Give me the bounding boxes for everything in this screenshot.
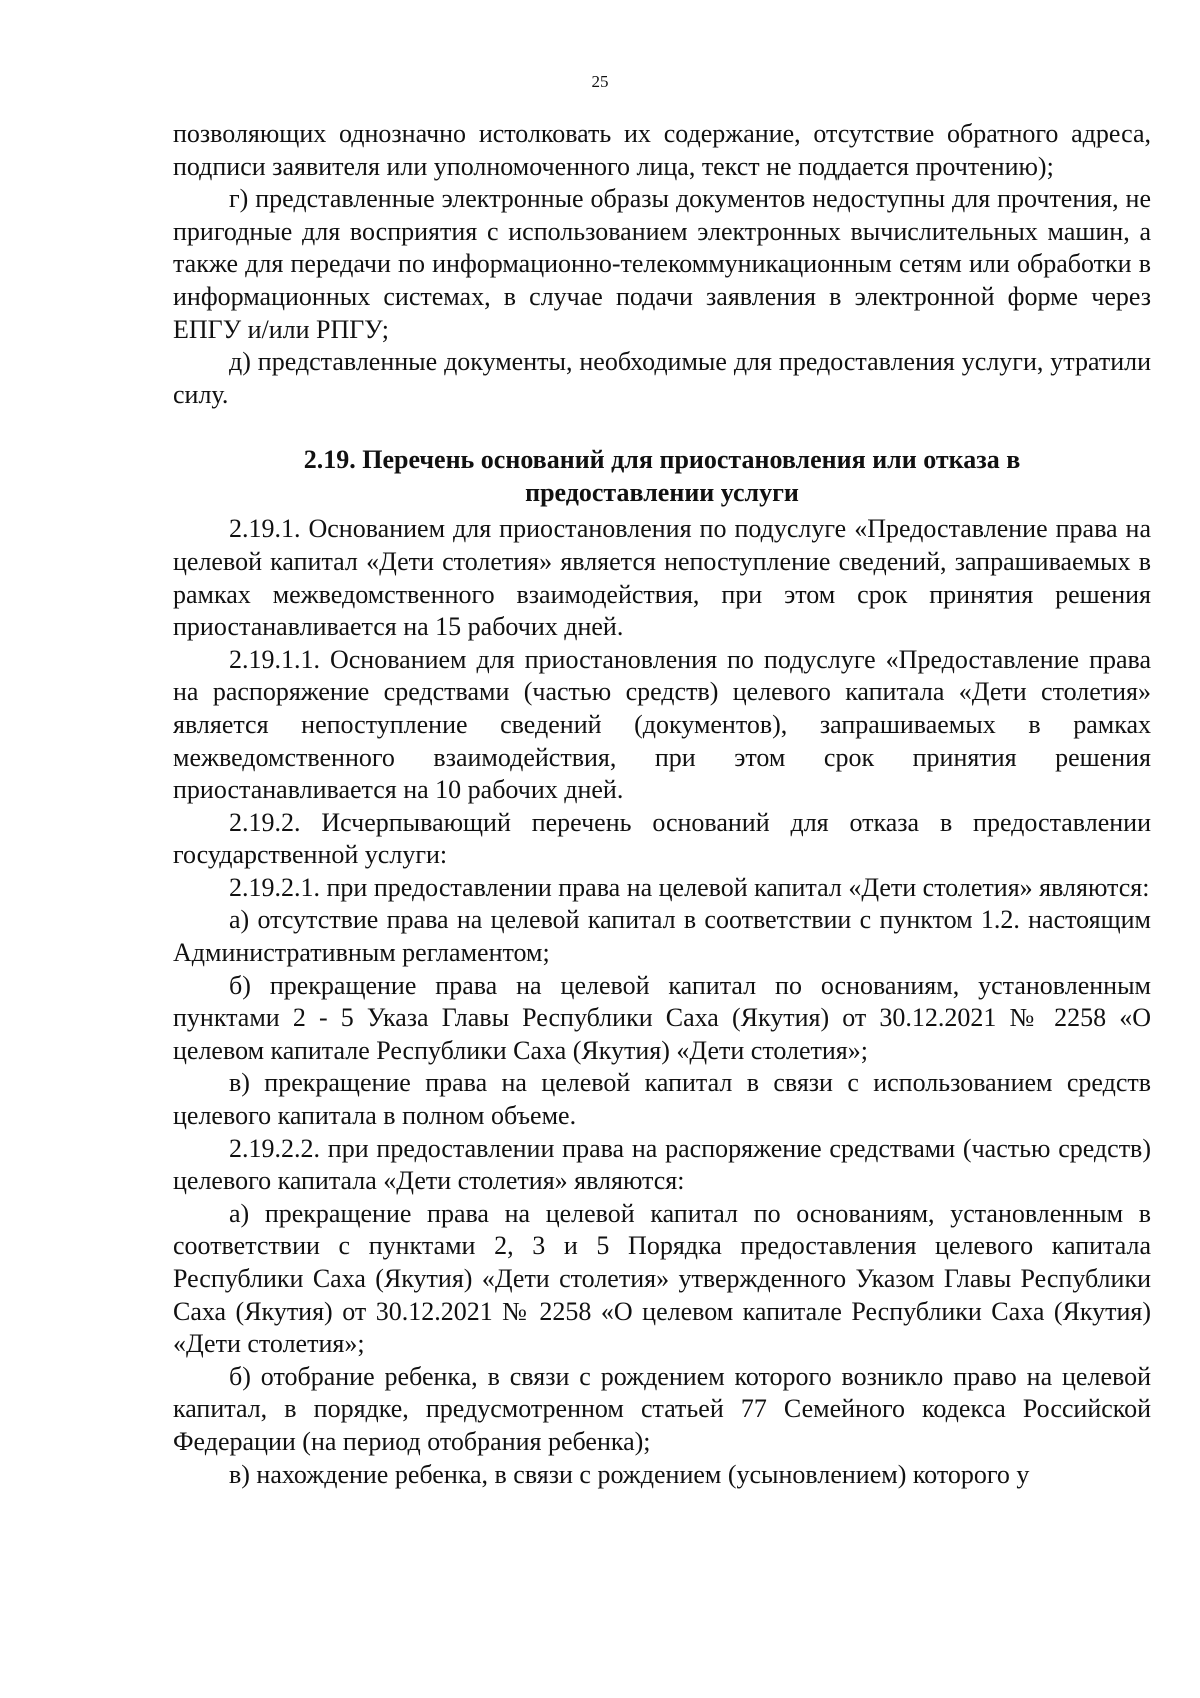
paragraph: б) прекращение права на целевой капитал по основаниям, установленным пунктами 2 - 5 Указа Главы Республики Саха (Якутия) от 30.12.2021 № 2258 «О целевом капитале Республики Саха (Якутия) «Дети столетия»;	[173, 970, 1151, 1065]
paragraph: 2.19.2.1. при предоставлении права на целевой капитал «Дети столетия» являются:	[229, 872, 1150, 902]
paragraph: 2.19.1. Основанием для приостановления по подуслуге «Предоставление права на целевой капитал «Дети столетия» является непоступление сведений, запрашиваемых в рамках межведомственного взаимодействия, при этом срок принятия решения приостанавливается на 15 рабочих дней.	[173, 514, 1151, 642]
paragraph: в) нахождение ребенка, в связи с рождением (усыновлением) которого у	[229, 1459, 1030, 1489]
paragraph: б) отобрание ребенка, в связи с рождением которого возникло право на целевой капитал, в порядке, предусмотренном статьей 77 Семейного кодекса Российской Федерации (на период отобрания ребенка);	[173, 1361, 1151, 1456]
paragraph: д) представленные документы, необходимые для предоставления услуги, утратили силу.	[173, 347, 1151, 409]
paragraph: в) прекращение права на целевой капитал в связи с использованием средств целевого капитала в полном объеме.	[173, 1068, 1151, 1131]
paragraph: а) отсутствие права на целевой капитал в соответствии с пунктом 1.2. настоящим Административным регламентом;	[173, 905, 1151, 968]
paragraph: позволяющих однозначно истолковать их содержание, отсутствие обратного адреса, подписи заявителя или уполномоченного лица, текст не поддается прочтению);	[173, 119, 1151, 181]
paragraph: а) прекращение права на целевой капитал по основаниям, установленным в соответствии с пунктами 2, 3 и 5 Порядка предоставления целевого капитала Республики Саха (Якутия) «Дети столетия» утвержденного Указом Главы Республики Саха (Якутия) от 30.12.2021 № 2258 «О целевом капитале Республики Саха (Якутия) «Дети столетия»;	[173, 1198, 1151, 1359]
section-heading: 2.19. Перечень оснований для приостановления или отказа в предоставлении услуги	[303, 445, 1021, 508]
document-body	[173, 118, 1151, 1491]
paragraph: г) представленные электронные образы документов недоступны для прочтения, не пригодные для восприятия с использованием электронных вычислительных машин, а также для передачи по информационно-телекоммуникационным сетям или обработки в информационных системах, в случае подачи заявления в электронной форме через ЕПГУ и/или РПГУ;	[173, 184, 1151, 344]
paragraph: 2.19.2. Исчерпывающий перечень оснований для отказа в предоставлении государственной услуги:	[173, 807, 1151, 870]
paragraph: 2.19.2.2. при предоставлении права на распоряжение средствами (частью средств) целевого капитала «Дети столетия» являются:	[173, 1133, 1151, 1196]
paragraph: 2.19.1.1. Основанием для приостановления по подуслуге «Предоставление права на распоряжение средствами (частью средств) целевого капитала «Дети столетия» является непоступление сведений (документов), запрашиваемых в рамках межведомственного взаимодействия, при этом срок принятия решения приостанавливается на 10 рабочих дней.	[173, 644, 1151, 805]
page-number: 25	[591, 72, 609, 91]
